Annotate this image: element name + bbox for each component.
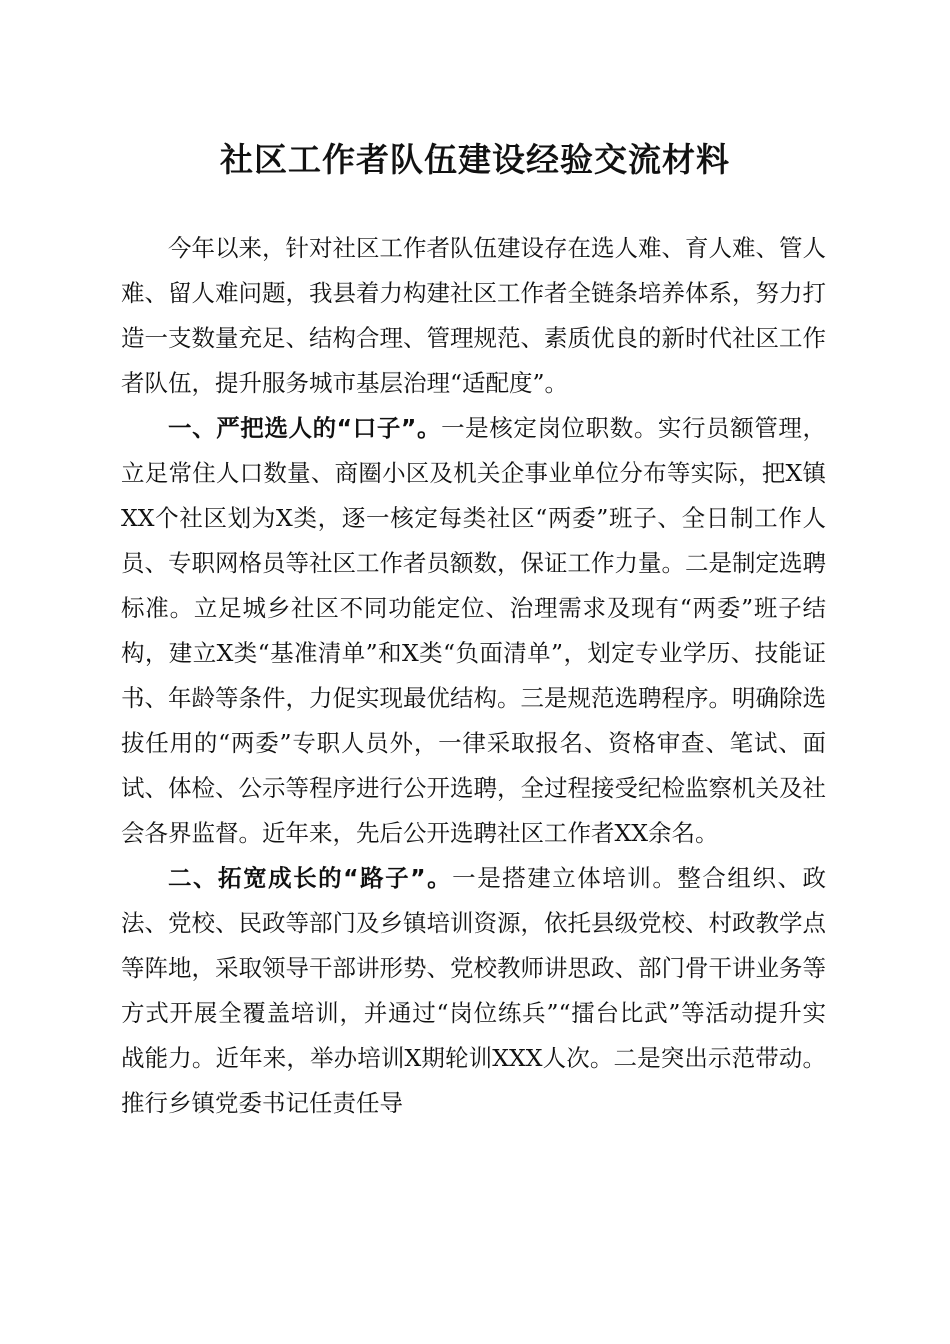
document-body xyxy=(121,226,826,1126)
paragraph-text: 一是搭建立体培训。整合组织、政法、党校、民政等部门及乡镇培训资源，依托县级党校、村政教学点等阵地，采取领导干部讲形势、党校教师讲思政、部门骨干讲业务等方式开展全覆盖培训，并通过“岗位练兵”“擂台比武”等活动提升实战能力。近年来，举办培训X期轮训XXX人次。二是突出示范带动。推行乡镇党委书记任责任导 xyxy=(121,864,826,1117)
paragraph-section-1 xyxy=(121,406,826,856)
section-heading: 二、拓宽成长的“路子”。 xyxy=(168,864,453,892)
paragraph-text: 今年以来，针对社区工作者队伍建设存在选人难、育人难、管人难、留人难问题，我县着力构建社区工作者全链条培养体系，努力打造一支数量充足、结构合理、管理规范、素质优良的新时代社区工作者队伍，提升服务城市基层治理“适配度”。 xyxy=(121,234,826,397)
paragraph-section-2 xyxy=(121,856,826,1126)
section-heading: 一、严把选人的“口子”。 xyxy=(168,414,442,442)
document-title: 社区工作者队伍建设经验交流材料 xyxy=(220,140,730,179)
paragraph-intro xyxy=(121,226,826,406)
paragraph-text: 一是核定岗位职数。实行员额管理，立足常住人口数量、商圈小区及机关企事业单位分布等实际，把X镇XX个社区划为X类，逐一核定每类社区“两委”班子、全日制工作人员、专职网格员等社区工作者员额数，保证工作力量。二是制定选聘标准。立足城乡社区不同功能定位、治理需求及现有“两委”班子结构，建立X类“基准清单”和X类“负面清单”，划定专业学历、技能证书、年龄等条件，力促实现最优结构。三是规范选聘程序。明确除选拔任用的“两委”专职人员外，一律采取报名、资格审查、笔试、面试、体检、公示等程序进行公开选聘，全过程接受纪检监察机关及社会各界监督。近年来，先后公开选聘社区工作者XX余名。 xyxy=(121,414,827,847)
